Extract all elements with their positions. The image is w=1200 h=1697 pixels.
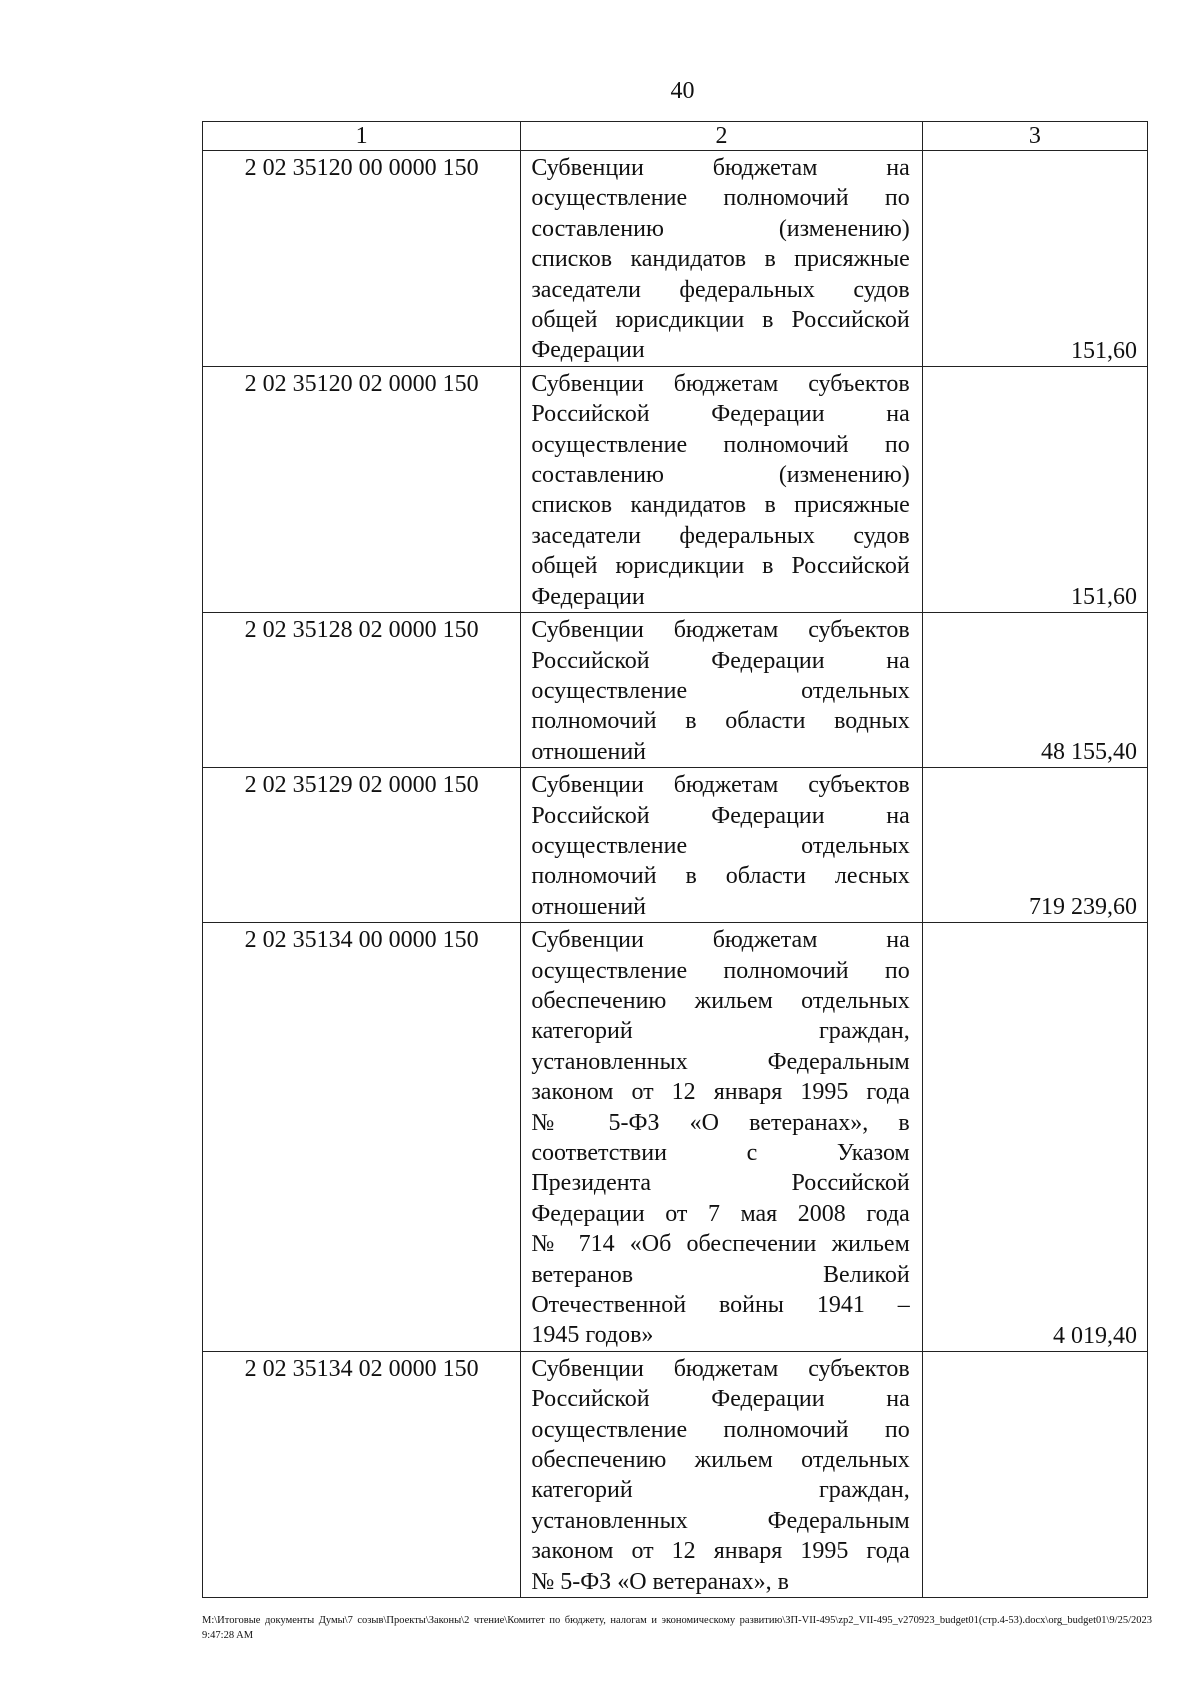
description-line: осуществление полномочий по	[531, 431, 910, 458]
description-cell	[521, 923, 922, 1352]
amount-cell: 48 155,40	[922, 613, 1147, 768]
description-line: составлению (изменению)	[531, 215, 910, 242]
table-row	[203, 1351, 1148, 1597]
description-line: обеспечению жильем отдельных	[531, 987, 910, 1014]
description-line: Субвенции бюджетам субъектов	[531, 370, 910, 397]
budget-code-cell: 2 02 35129 02 0000 150	[203, 768, 521, 923]
description-line: составлению (изменению)	[531, 462, 910, 489]
description-cell	[521, 768, 922, 923]
header-col-1: 1	[203, 122, 521, 151]
description-line: отношений	[531, 893, 647, 920]
table-header-row	[203, 122, 1148, 151]
table-row	[203, 923, 1148, 1352]
table-row	[203, 366, 1148, 612]
description-line: установленных Федеральным	[531, 1048, 910, 1075]
description-line: Субвенции бюджетам субъектов	[531, 772, 910, 799]
description-line: Российской Федерации на	[531, 802, 910, 829]
description-line: Российской Федерации на	[531, 1386, 910, 1413]
table-row	[203, 768, 1148, 923]
description-cell	[521, 366, 922, 612]
description-line: Субвенции бюджетам на	[531, 155, 910, 181]
amount-cell: 151,60	[922, 151, 1147, 367]
description-line: Субвенции бюджетам субъектов	[531, 1355, 910, 1382]
description-line: осуществление отдельных	[531, 677, 910, 704]
description-line: обеспечению жильем отдельных	[531, 1447, 910, 1474]
header-col-3: 3	[922, 122, 1147, 151]
description-line: Отечественной войны 1941 –	[531, 1292, 910, 1319]
description-line: Российской Федерации на	[531, 647, 910, 674]
description-line: Российской Федерации на	[531, 401, 910, 428]
description-line: осуществление полномочий по	[531, 185, 910, 212]
amount-cell: 151,60	[922, 366, 1147, 612]
description-line: Президента Российской	[531, 1170, 910, 1197]
description-line: категорий граждан,	[531, 1018, 910, 1045]
description-line: Субвенции бюджетам на	[531, 927, 910, 954]
budget-code-cell: 2 02 35134 00 0000 150	[203, 923, 521, 1352]
description-line: законом от 12 января 1995 года	[531, 1079, 910, 1106]
description-line: осуществление полномочий по	[531, 957, 910, 984]
description-line: ветеранов Великой	[531, 1261, 910, 1288]
table-row	[203, 151, 1148, 367]
amount-cell: 719 239,60	[922, 768, 1147, 923]
description-line: соответствии с Указом	[531, 1140, 910, 1166]
description-line: установленных Федеральным	[531, 1507, 910, 1534]
description-line: списков кандидатов в присяжные	[531, 492, 910, 519]
budget-code-cell: 2 02 35134 02 0000 150	[203, 1351, 521, 1597]
budget-code-cell: 2 02 35120 02 0000 150	[203, 366, 521, 612]
description-line: категорий граждан,	[531, 1477, 910, 1504]
description-line: Федерации	[531, 337, 645, 364]
budget-code-cell: 2 02 35120 00 0000 150	[203, 151, 521, 367]
description-line: законом от 12 января 1995 года	[531, 1538, 910, 1565]
description-line: отношений	[531, 738, 647, 765]
amount-cell: 4 019,40	[922, 923, 1147, 1352]
table-row	[203, 613, 1148, 768]
description-line: заседатели федеральных судов	[531, 276, 910, 303]
description-cell	[521, 151, 922, 367]
description-cell	[521, 613, 922, 768]
description-line: осуществление отдельных	[531, 832, 910, 859]
description-line: списков кандидатов в присяжные	[531, 246, 910, 273]
description-line: Субвенции бюджетам субъектов	[531, 617, 910, 644]
budget-table	[202, 121, 1148, 1598]
description-cell	[521, 1351, 922, 1597]
description-line: общей юрисдикции в Российской	[531, 307, 910, 334]
description-line: осуществление полномочий по	[531, 1416, 910, 1443]
document-file-path-footer: M:\Итоговые документы Думы\7 созыв\Проекты\Законы\2 чтение\Комитет по бюджету, налогам и экономическому развитию\ЗП-VII-495\zp2_VII-495_v270923_budget01(стр.4-53).docx\org_budget01\9/25/2023 9:47:28 AM	[202, 1615, 1152, 1641]
header-col-2: 2	[521, 122, 922, 151]
description-line: № 5-ФЗ «О ветеранах», в	[531, 1568, 789, 1595]
description-line: № 5-ФЗ «О ветеранах», в	[531, 1109, 910, 1136]
description-line: 1945 годов»	[531, 1322, 654, 1349]
amount-cell	[922, 1351, 1147, 1597]
description-line: общей юрисдикции в Российской	[531, 553, 910, 580]
budget-code-cell: 2 02 35128 02 0000 150	[203, 613, 521, 768]
description-line: полномочий в области водных	[531, 708, 910, 735]
description-line: № 714 «Об обеспечении жильем	[531, 1231, 910, 1258]
description-line: полномочий в области лесных	[531, 863, 910, 890]
page-number: 40	[670, 78, 695, 104]
description-line: Федерации	[531, 583, 645, 610]
description-line: Федерации от 7 мая 2008 года	[531, 1200, 910, 1227]
description-line: заседатели федеральных судов	[531, 522, 910, 549]
